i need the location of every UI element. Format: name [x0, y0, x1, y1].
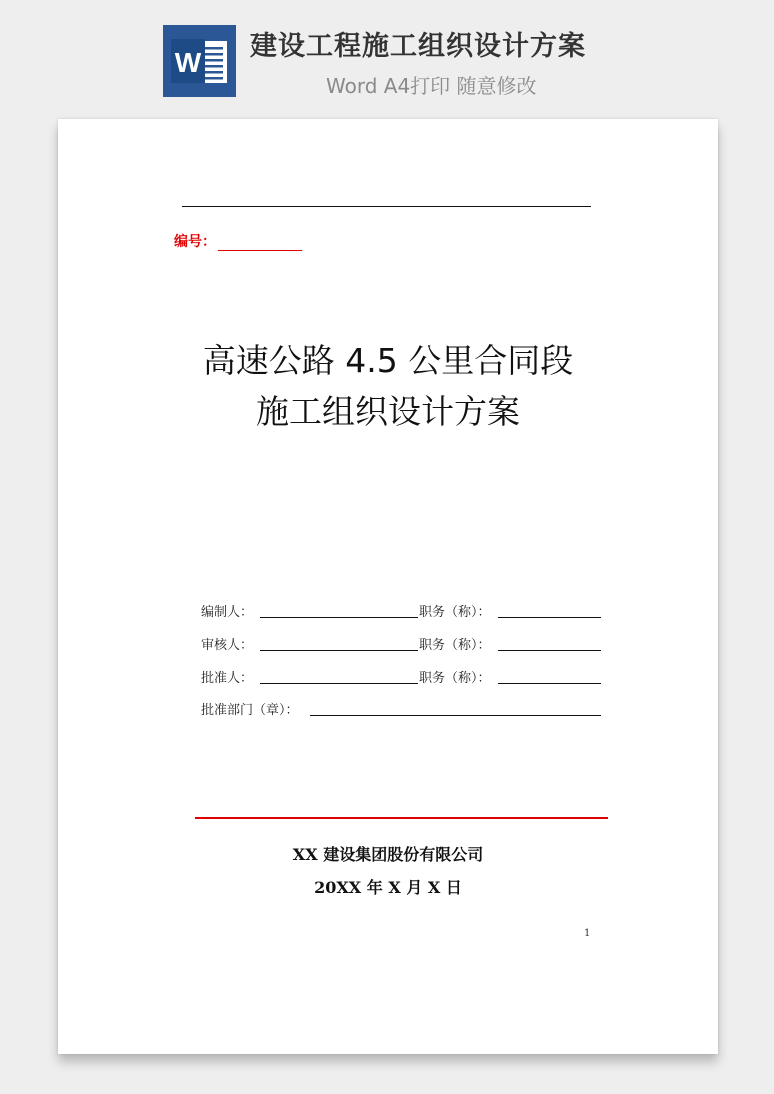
serial-number-blank[interactable] — [218, 235, 302, 251]
page-number: 1 — [584, 928, 591, 939]
document-title-line1: 高速公路 4.5 公里合同段 — [202, 341, 574, 380]
approver-blank[interactable] — [260, 683, 418, 684]
compiler-blank[interactable] — [260, 617, 418, 618]
document-title-line2: 施工组织设计方案 — [256, 392, 520, 431]
top-rule-line — [182, 206, 591, 207]
compiler-position-blank[interactable] — [498, 617, 601, 618]
word-document-icon — [163, 25, 236, 97]
department-label: 批准部门（章）： — [201, 703, 299, 718]
approver-label: 批准人： — [201, 671, 254, 686]
word-icon-letter: W — [174, 47, 202, 78]
serial-number-label: 编号： — [174, 234, 216, 250]
approver-position-blank[interactable] — [498, 683, 601, 684]
compiler-label: 编制人： — [201, 605, 254, 620]
header-banner — [0, 0, 774, 110]
document-page — [58, 119, 718, 1054]
banner-title: 建设工程施工组织设计方案 — [250, 31, 586, 62]
reviewer-label: 审核人： — [201, 638, 254, 653]
reviewer-blank[interactable] — [260, 650, 418, 651]
serial-number-field — [174, 231, 302, 251]
banner-subtitle: Word A4打印 随意修改 — [326, 74, 537, 98]
red-divider-line — [195, 817, 608, 819]
company-name: XX 建设集团股份有限公司 — [292, 845, 484, 864]
compiler-position-label: 职务（称）： — [419, 605, 491, 620]
reviewer-position-blank[interactable] — [498, 650, 601, 651]
department-blank[interactable] — [310, 715, 601, 716]
approver-position-label: 职务（称）： — [419, 671, 491, 686]
document-date: 20XX 年 X 月 X 日 — [314, 878, 462, 897]
reviewer-position-label: 职务（称）： — [419, 638, 491, 653]
